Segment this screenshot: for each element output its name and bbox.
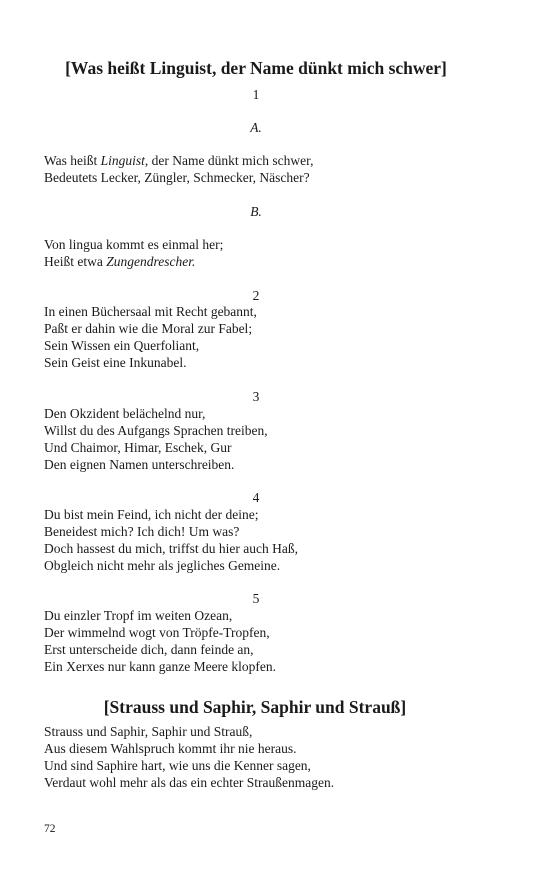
verse-line: Obgleich nicht mehr als jegliches Gemeine. xyxy=(44,558,281,573)
verse-line: Willst du des Aufgangs Sprachen treiben, xyxy=(44,423,268,438)
verse-line: Der wimmelnd wogt von Tröpfe-Tropfen, xyxy=(44,625,270,640)
speaker-b-label: B. xyxy=(250,204,262,219)
verse-line: Erst unterscheide dich, dann feinde an, xyxy=(44,642,254,657)
verse-line: Sein Wissen ein Querfoliant, xyxy=(44,338,200,353)
poem-title-strauss: [Strauss und Saphir, Saphir und Strauß] xyxy=(103,697,407,717)
emphasis-zungendrescher: Zungendrescher. xyxy=(106,254,196,269)
verse-line: Du bist mein Feind, ich nicht der deine; xyxy=(44,507,259,522)
stanza-speaker-b xyxy=(44,236,514,270)
verse-line: Doch hassest du mich, triffst du hier auch Haß, xyxy=(44,541,298,556)
stanza-5 xyxy=(44,607,514,675)
verse-line: Du einzler Tropf im weiten Ozean, xyxy=(44,608,233,623)
poem-title-linguist: [Was heißt Linguist, der Name dünkt mich schwer] xyxy=(65,58,447,78)
section-number-4: 4 xyxy=(252,490,260,505)
stanza-2 xyxy=(44,303,514,371)
verse-line: Strauss und Saphir, Saphir und Strauß, xyxy=(44,724,253,739)
verse-line: Aus diesem Wahlspruch kommt ihr nie heraus. xyxy=(44,741,297,756)
section-number-3: 3 xyxy=(252,389,260,404)
verse-line: Den Okzident belächelnd nur, xyxy=(44,406,206,421)
verse-line: Ein Xerxes nur kann ganze Meere klopfen. xyxy=(44,659,277,674)
verse-line: Den eignen Namen unterschreiben. xyxy=(44,457,235,472)
verse-line: Heißt etwa Zungendrescher. xyxy=(44,254,196,269)
verse-line: Von lingua kommt es einmal her; xyxy=(44,237,224,252)
section-number-2: 2 xyxy=(252,288,260,303)
verse-line: In einen Büchersaal mit Recht gebannt, xyxy=(44,304,257,319)
verse-line: Bedeutets Lecker, Züngler, Schmecker, Näscher? xyxy=(44,170,310,185)
verse-line: Und sind Saphire hart, wie uns die Kenner sagen, xyxy=(44,758,311,773)
page-number: 72 xyxy=(44,823,56,835)
speaker-a-label: A. xyxy=(250,120,262,135)
stanza-speaker-a xyxy=(44,152,514,186)
verse-line: Sein Geist eine Inkunabel. xyxy=(44,355,187,370)
verse-line: Und Chaimor, Himar, Eschek, Gur xyxy=(44,440,232,455)
verse-line: Beneidest mich? Ich dich! Um was? xyxy=(44,524,240,539)
section-number-1: 1 xyxy=(252,87,260,102)
section-number-5: 5 xyxy=(252,591,260,606)
stanza-4 xyxy=(44,506,514,574)
verse-line: Paßt er dahin wie die Moral zur Fabel; xyxy=(44,321,253,336)
stanza-strauss xyxy=(44,723,514,791)
verse-line: Verdaut wohl mehr als das ein echter Straußenmagen. xyxy=(44,775,335,790)
verse-line: Was heißt Linguist, der Name dünkt mich schwer, xyxy=(44,153,314,168)
emphasis-linguist: Linguist, xyxy=(100,153,149,168)
stanza-3 xyxy=(44,405,514,473)
